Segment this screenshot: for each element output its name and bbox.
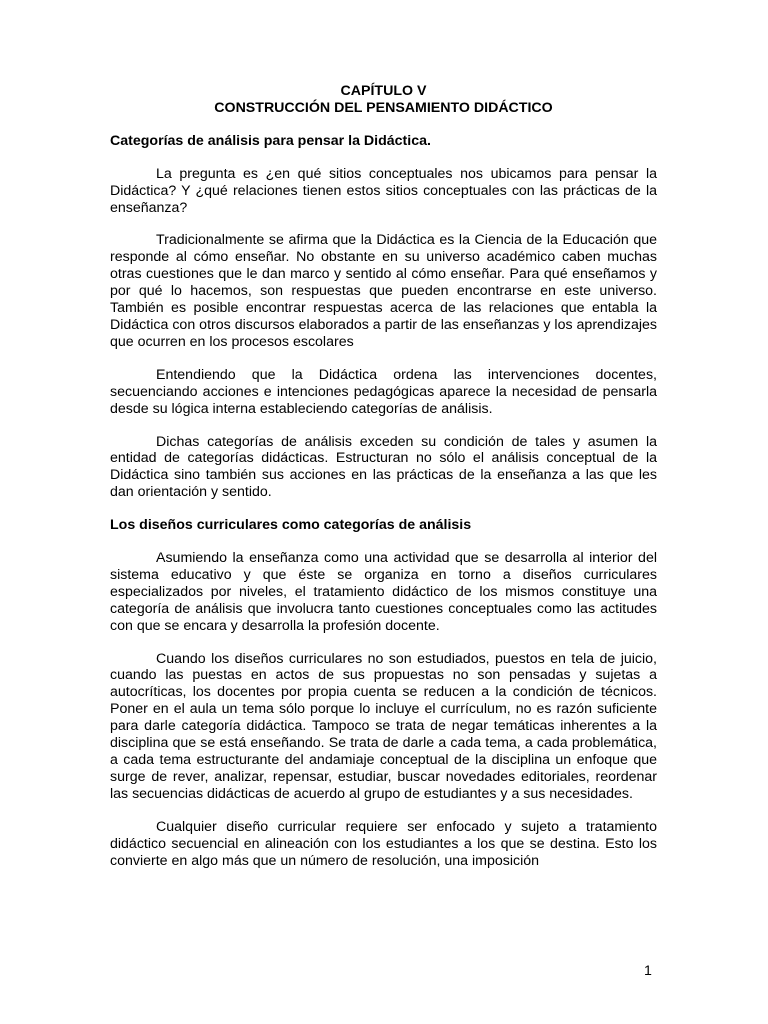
page-number: 1 [644,963,652,979]
document-page [110,83,657,869]
paragraph: Tradicionalmente se afirma que la Didáctica es la Ciencia de la Educación que responde al cómo enseñar. No obstante en su universo académico caben muchas otras cuestiones que le dan marco y sentido al cómo enseñar. Para qué enseñamos y por qué lo hacemos, son respuestas que pueden encontrarse en este universo. También es posible encontrar respuestas acerca de las relaciones que entabla la Didáctica con otros discursos elaborados a partir de las enseñanzas y los aprendizajes que ocurren en los procesos escolares [110,232,657,350]
section-heading-categorias: Categorías de análisis para pensar la Didáctica. [110,132,431,149]
paragraph: Cuando los diseños curriculares no son estudiados, puestos en tela de juicio, cuando las puestas en actos de sus propuestas no son pensadas y sujetas a autocríticas, los docentes por propia cuenta se reducen a la condición de técnicos. Poner en el aula un tema sólo porque lo incluye el currículum, no es razón suficiente para darle categoría didáctica. Tampoco se trata de negar temáticas inherentes a la disciplina que se está enseñando. Se trata de darle a cada tema, a cada problemática, a cada tema estructurante del andamiaje conceptual de la disciplina un enfoque que surge de rever, analizar, repensar, estudiar, buscar novedades editoriales, reordenar las secuencias didácticas de acuerdo al grupo de estudiantes y a sus necesidades. [110,650,657,802]
paragraph: La pregunta es ¿en qué sitios conceptuales nos ubicamos para pensar la Didáctica? Y ¿qué relaciones tienen estos sitios conceptuales con las prácticas de la enseñanza? [110,165,657,216]
chapter-number: CAPÍTULO V [340,83,427,99]
chapter-title: CONSTRUCCIÓN DEL PENSAMIENTO DIDÁCTICO [214,99,553,116]
paragraph: Entendiendo que la Didáctica ordena las intervenciones docentes, secuenciando acciones e intenciones pedagógicas aparece la necesidad de pensarla desde su lógica interna estableciendo categorías de análisis. [110,366,657,417]
section-heading-disenos: Los diseños curriculares como categorías de análisis [110,517,472,534]
paragraph: Dichas categorías de análisis exceden su condición de tales y asumen la entidad de categorías didácticas. Estructuran no sólo el análisis conceptual de la Didáctica sino también sus acciones en las prácticas de la enseñanza a las que les dan orientación y sentido. [110,433,657,501]
paragraph: Asumiendo la enseñanza como una actividad que se desarrolla al interior del sistema educativo y que éste se organiza en torno a diseños curriculares especializados por niveles, el tratamiento didáctico de los mismos constituye una categoría de análisis que involucra tanto cuestiones conceptuales como las actitudes con que se encara y desarrolla la profesión docente. [110,550,657,634]
paragraph: Cualquier diseño curricular requiere ser enfocado y sujeto a tratamiento didáctico secuencial en alineación con los estudiantes a los que se destina. Esto los convierte en algo más que un número de resolución, una imposición [110,818,657,869]
